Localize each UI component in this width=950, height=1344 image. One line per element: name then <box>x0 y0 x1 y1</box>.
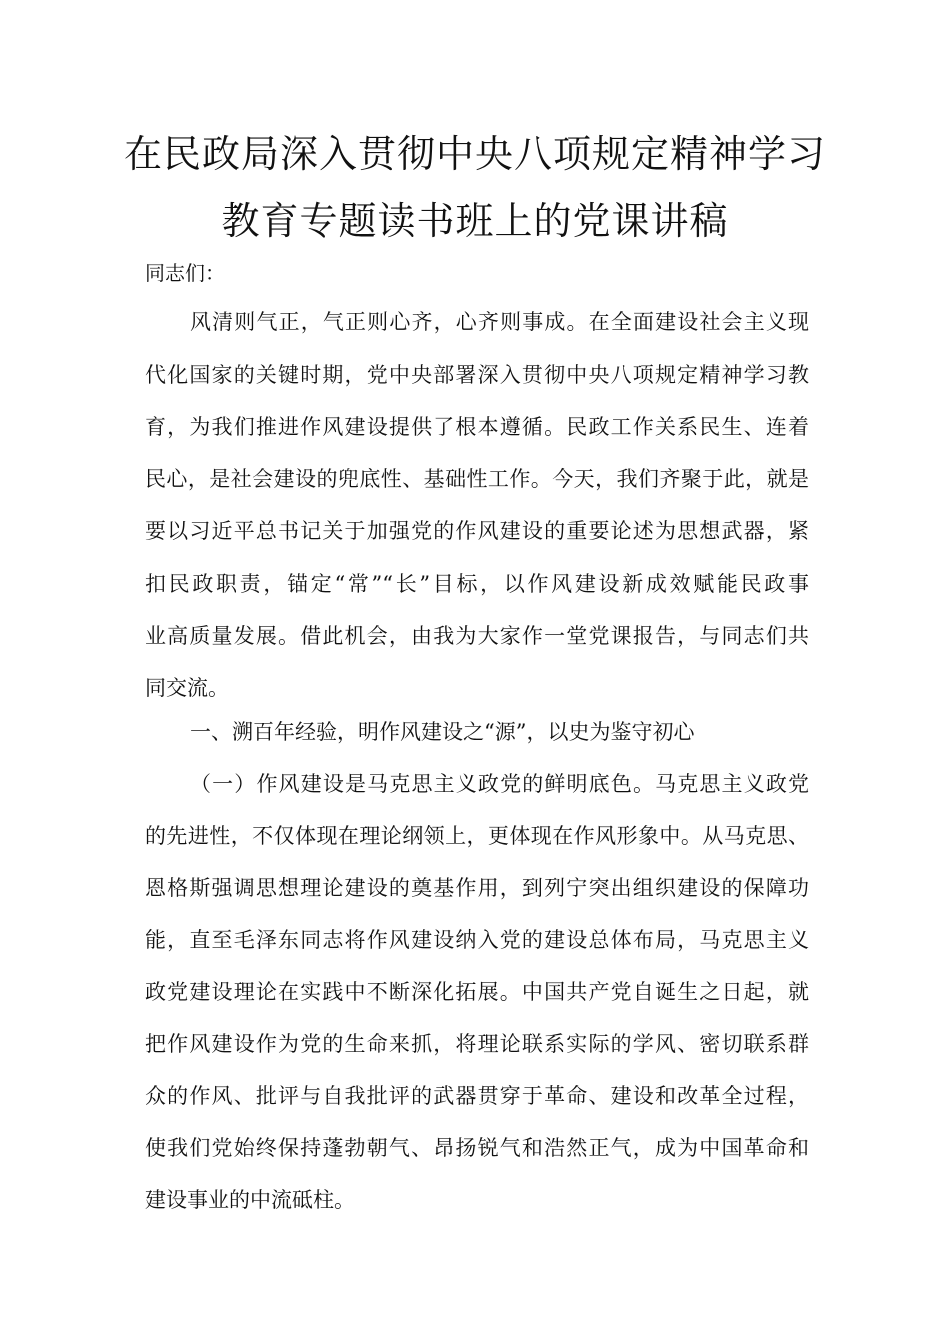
paragraph-1-line-7: 业高质量发展。借此机会，由我为大家作一堂党课报告，与同志们共 <box>145 624 809 648</box>
section-1-heading: 一、溯百年经验，明作风建设之“源”，以史为鉴守初心 <box>190 720 695 744</box>
paragraph-2-line-7: 众的作风、批评与自我批评的武器贯穿于革命、建设和改革全过程， <box>145 1084 809 1108</box>
salutation: 同志们： <box>145 261 225 285</box>
paragraph-1-line-2: 代化国家的关键时期，党中央部署深入贯彻中央八项规定精神学习教 <box>145 363 809 387</box>
document-title-line-1: 在民政局深入贯彻中央八项规定精神学习 <box>123 132 826 176</box>
paragraph-1-line-3: 育，为我们推进作风建设提供了根本遵循。民政工作关系民生、连着 <box>145 415 809 439</box>
document-title-line-2: 教育专题读书班上的党课讲稿 <box>221 199 729 243</box>
paragraph-1-line-6: 扣民政职责，锚定“常”“长”目标，以作风建设新成效赋能民政事 <box>145 572 809 596</box>
paragraph-2-line-3: 恩格斯强调思想理论建设的奠基作用，到列宁突出组织建设的保障功 <box>145 876 809 900</box>
paragraph-2-line-1: （一）作风建设是马克思主义政党的鲜明底色。马克思主义政党 <box>190 772 809 796</box>
paragraph-1-line-8: 同交流。 <box>145 676 229 700</box>
paragraph-1-line-4: 民心，是社会建设的兜底性、基础性工作。今天，我们齐聚于此，就是 <box>145 467 809 491</box>
paragraph-1-line-5: 要以习近平总书记关于加强党的作风建设的重要论述为思想武器，紧 <box>145 519 809 543</box>
paragraph-1-line-1: 风清则气正，气正则心齐，心齐则事成。在全面建设社会主义现 <box>190 310 809 334</box>
paragraph-2-line-9: 建设事业的中流砥柱。 <box>145 1188 355 1212</box>
paragraph-2-line-2: 的先进性，不仅体现在理论纲领上，更体现在作风形象中。从马克思、 <box>145 824 809 848</box>
paragraph-2-line-8: 使我们党始终保持蓬勃朝气、昂扬锐气和浩然正气，成为中国革命和 <box>145 1136 809 1160</box>
paragraph-2-line-5: 政党建设理论在实践中不断深化拓展。中国共产党自诞生之日起，就 <box>145 980 809 1004</box>
paragraph-2-line-4: 能，直至毛泽东同志将作风建设纳入党的建设总体布局，马克思主义 <box>145 928 809 952</box>
paragraph-2-line-6: 把作风建设作为党的生命来抓，将理论联系实际的学风、密切联系群 <box>145 1032 809 1056</box>
